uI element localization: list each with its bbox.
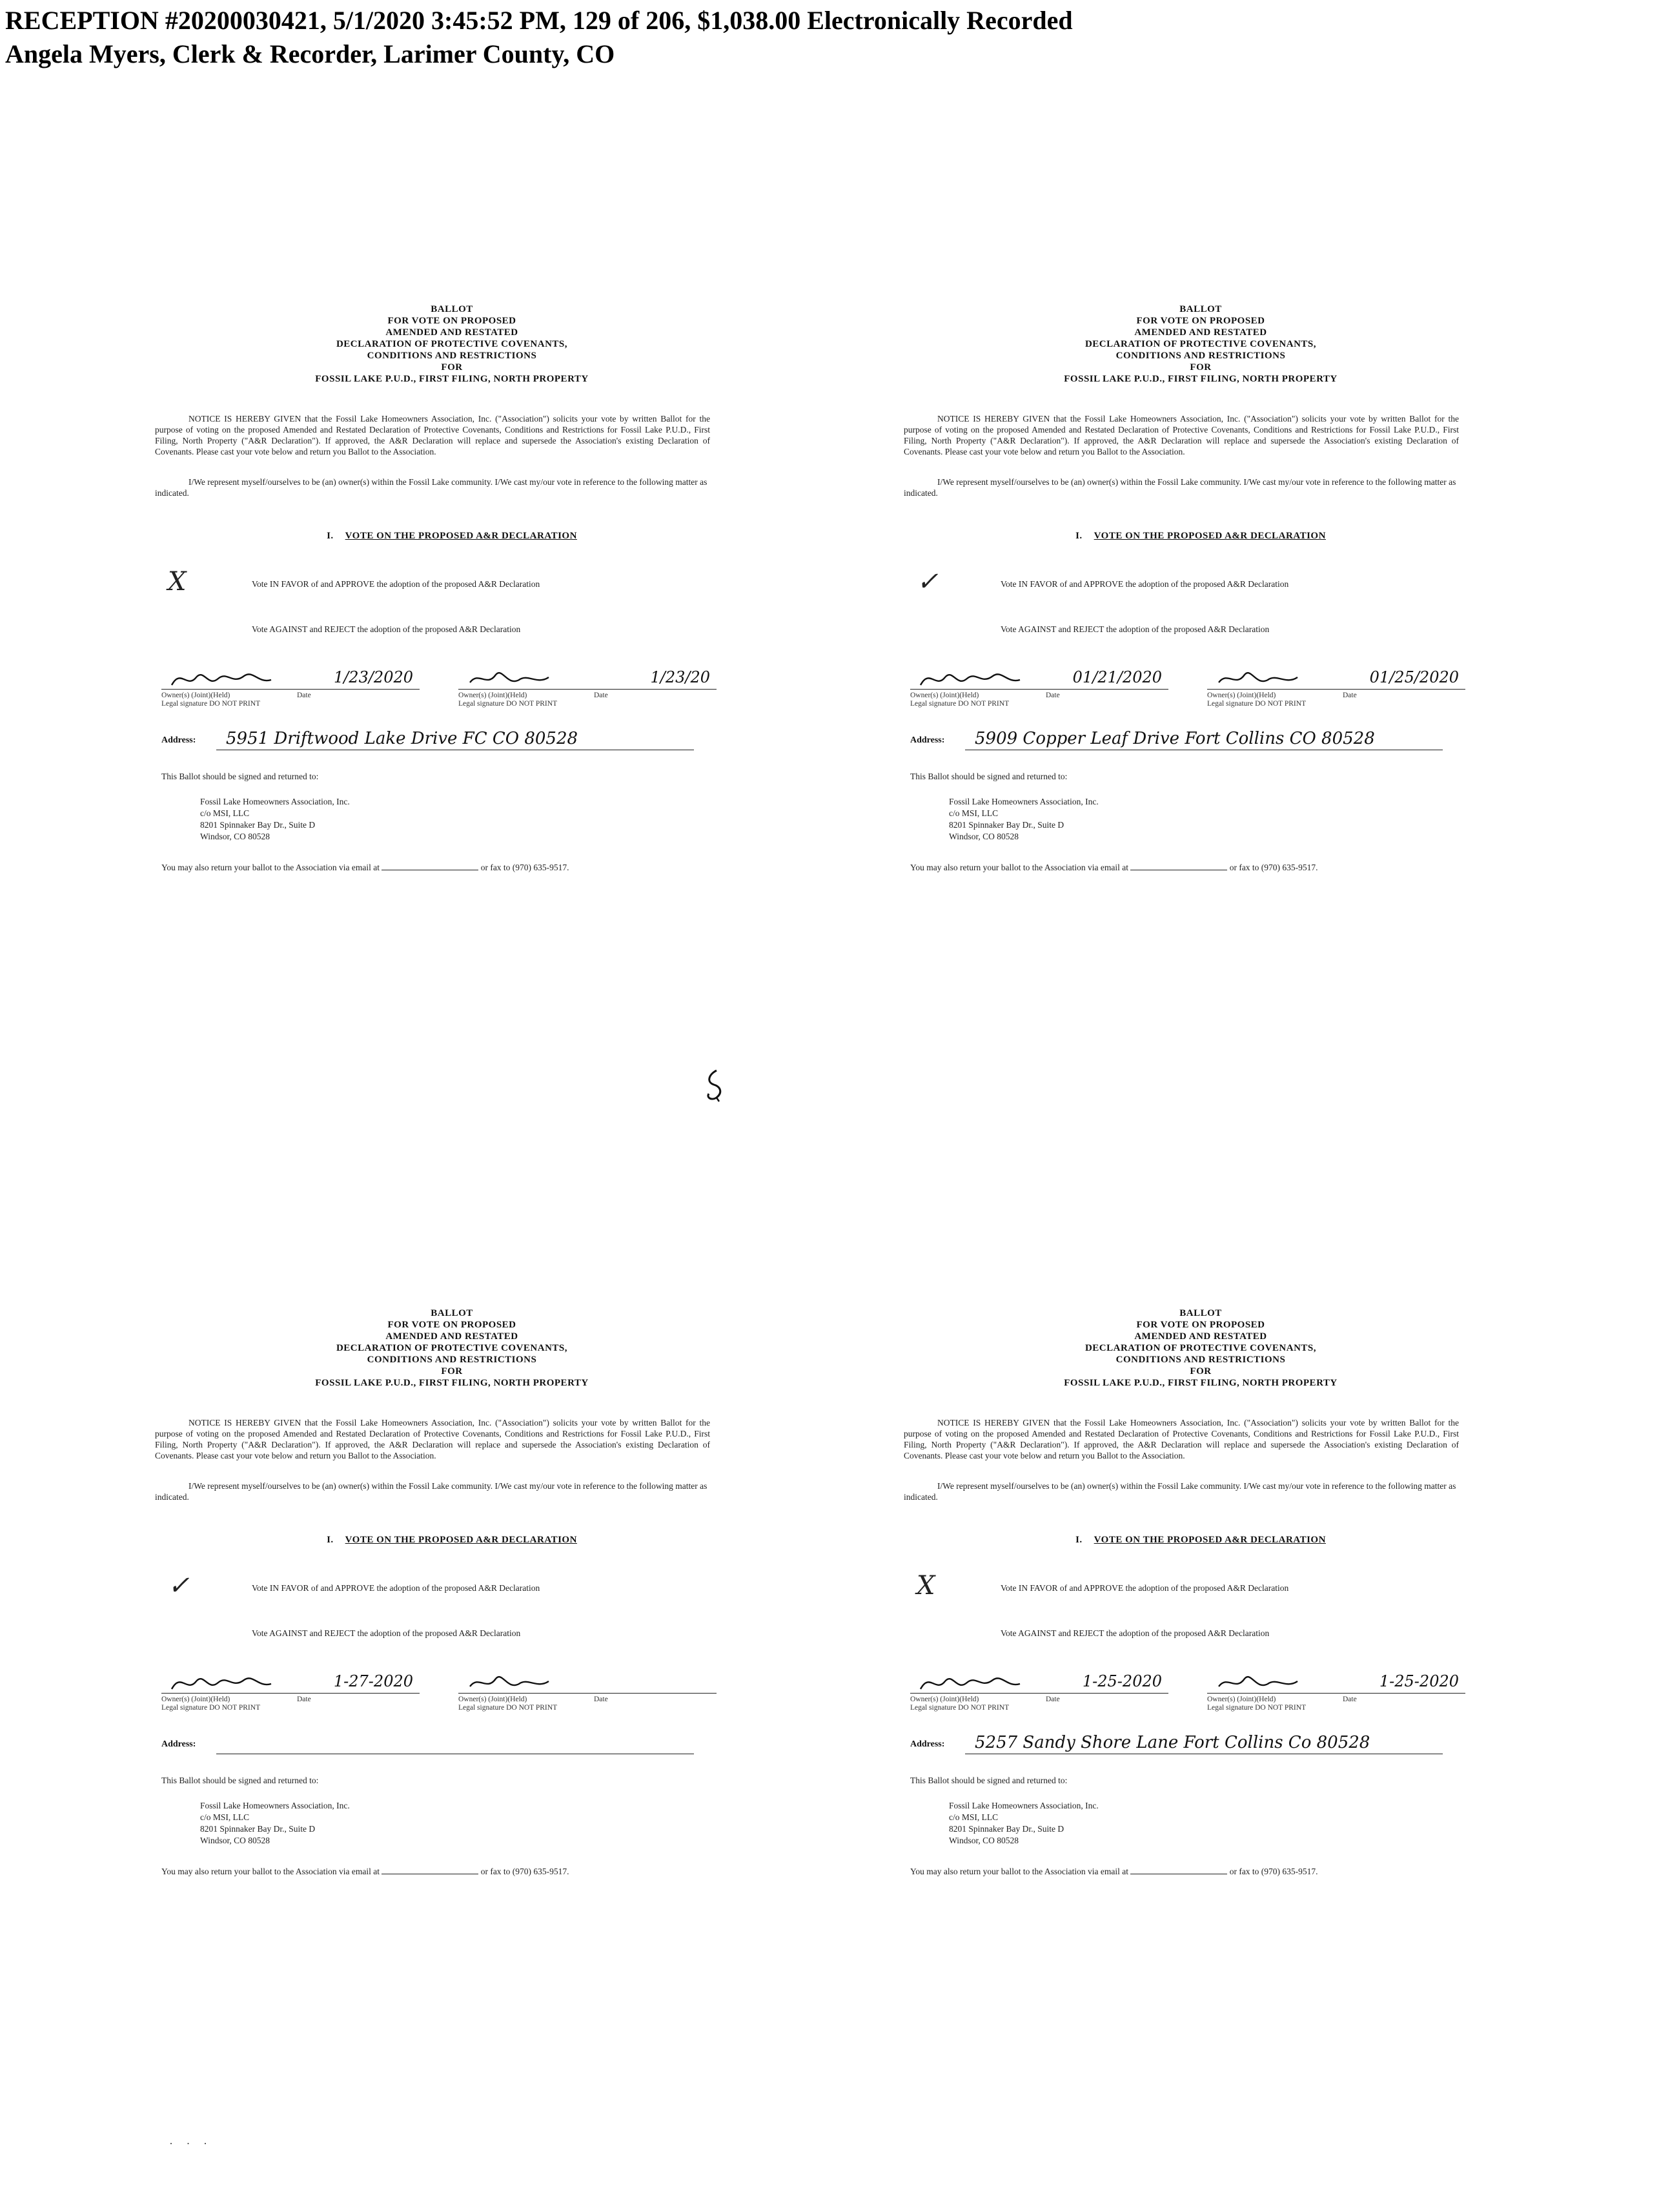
vote-against-row — [155, 1621, 749, 1646]
signature-owner-1 — [161, 666, 420, 715]
ballot-title-line: BALLOT — [431, 304, 473, 314]
caption-date: Date — [1343, 1695, 1357, 1703]
return-instructions: This Ballot should be signed and returned to: — [910, 1776, 1068, 1785]
recording-header — [5, 4, 1645, 71]
ballot-title-line: AMENDED AND RESTATED — [385, 327, 518, 338]
email-text-after: or fax to (970) 635-9517. — [1229, 863, 1318, 872]
address-label: Address: — [161, 1739, 196, 1749]
signature-date: 1-27-2020 — [333, 1672, 413, 1690]
vote-favor-row — [904, 1571, 1498, 1601]
ballot-notice: NOTICE IS HEREBY GIVEN that the Fossil Lake Homeowners Association, Inc. ("Association") solicits your vote by written Ballot for the purpose of voting on the proposed Amended and Restated Declaration of Protective Covenants, Conditions and Restrictions for Fossil Lake P.U.D., First Filing, North Property ("A&R Declaration"). If approved, the A&R Declaration will replace and supersede the Association's existing Declaration of Covenants. Please cast your vote below and return you Ballot to the Association. — [155, 1418, 710, 1460]
caption-legal: Legal signature DO NOT PRINT — [1207, 1704, 1307, 1712]
ballot-title-line: FOR — [1190, 362, 1212, 373]
ballot-1 — [155, 303, 749, 873]
vote-mark[interactable]: ✓ — [917, 567, 939, 597]
ballot-title-line: BALLOT — [1179, 304, 1222, 314]
ballot-notice: NOTICE IS HEREBY GIVEN that the Fossil Lake Homeowners Association, Inc. ("Association") solicits your vote by written Ballot for the purpose of voting on the proposed Amended and Restated Declaration of Protective Covenants, Conditions and Restrictions for Fossil Lake P.U.D., First Filing, North Property ("A&R Declaration"). If approved, the A&R Declaration will replace and supersede the Association's existing Declaration of Covenants. Please cast your vote below and return you Ballot to the Association. — [155, 414, 710, 456]
section-heading — [155, 1535, 749, 1546]
return-address-line: Windsor, CO 80528 — [949, 1836, 1019, 1845]
ballot-representation: I/We represent myself/ourselves to be (an) owner(s) within the Fossil Lake community. I/We cast my/our vote in reference to the following matter as indicated. — [155, 1481, 707, 1502]
signature-owner-2 — [1207, 666, 1465, 715]
return-address-line: Windsor, CO 80528 — [200, 1836, 270, 1845]
caption-date: Date — [594, 691, 608, 699]
caption-date: Date — [297, 691, 311, 699]
ballot-notice: NOTICE IS HEREBY GIVEN that the Fossil Lake Homeowners Association, Inc. ("Association") solicits your vote by written Ballot for the purpose of voting on the proposed Amended and Restated Declaration of Protective Covenants, Conditions and Restrictions for Fossil Lake P.U.D., First Filing, North Property ("A&R Declaration"). If approved, the A&R Declaration will replace and supersede the Association's existing Declaration of Covenants. Please cast your vote below and return you Ballot to the Association. — [904, 1418, 1459, 1460]
vote-favor-row — [155, 567, 749, 597]
address-row — [904, 1733, 1498, 1759]
return-address-line: Windsor, CO 80528 — [200, 832, 270, 841]
return-instructions: This Ballot should be signed and returned to: — [161, 772, 319, 781]
section-title: VOTE ON THE PROPOSED A&R DECLARATION — [345, 531, 577, 541]
address-value[interactable]: 5909 Copper Leaf Drive Fort Collins CO 80528 — [975, 729, 1375, 748]
vote-against-row — [904, 617, 1498, 642]
vote-mark[interactable]: X — [168, 567, 187, 597]
ballot-notice: NOTICE IS HEREBY GIVEN that the Fossil Lake Homeowners Association, Inc. ("Association") solicits your vote by written Ballot for the purpose of voting on the proposed Amended and Restated Declaration of Protective Covenants, Conditions and Restrictions for Fossil Lake P.U.D., First Filing, North Property ("A&R Declaration"). If approved, the A&R Declaration will replace and supersede the Association's existing Declaration of Covenants. Please cast your vote below and return you Ballot to the Association. — [904, 414, 1459, 456]
signature-caption — [161, 1695, 311, 1712]
caption-legal: Legal signature DO NOT PRINT — [161, 1704, 261, 1712]
ballot-title — [904, 1307, 1498, 1389]
ballot-title-line: FOR — [1190, 1366, 1212, 1377]
signature-block — [904, 1670, 1498, 1719]
return-address-line: Windsor, CO 80528 — [949, 832, 1019, 841]
caption-owner: Owner(s) (Joint)(Held) — [161, 691, 230, 699]
email-instructions — [161, 1866, 749, 1877]
address-value[interactable]: 5257 Sandy Shore Lane Fort Collins Co 80528 — [975, 1733, 1370, 1752]
return-address-line: c/o MSI, LLC — [200, 808, 250, 818]
ballot-title-line: FOSSIL LAKE P.U.D., FIRST FILING, NORTH PROPERTY — [315, 1378, 589, 1388]
return-address-line: Fossil Lake Homeowners Association, Inc. — [200, 1801, 350, 1810]
return-address-line: 8201 Spinnaker Bay Dr., Suite D — [200, 820, 316, 830]
scan-artifact: · · · — [169, 2137, 212, 2150]
address-row — [155, 729, 749, 755]
signature-line — [458, 689, 717, 690]
section-number: I. — [1075, 1535, 1083, 1545]
signature-line — [910, 689, 1168, 690]
address-value[interactable]: 5951 Driftwood Lake Drive FC CO 80528 — [226, 729, 578, 748]
signature-date: 1-25-2020 — [1082, 1672, 1162, 1690]
caption-date: Date — [297, 1695, 311, 1703]
section-title: VOTE ON THE PROPOSED A&R DECLARATION — [1094, 1535, 1326, 1545]
vote-favor-label: Vote IN FAVOR of and APPROVE the adoption of the proposed A&R Declaration — [252, 579, 540, 589]
caption-legal: Legal signature DO NOT PRINT — [458, 700, 558, 708]
signature-owner-2 — [458, 666, 717, 715]
ballot-title-line: DECLARATION OF PROTECTIVE COVENANTS, — [336, 339, 568, 349]
recording-line-1: RECEPTION #20200030421, 5/1/2020 3:45:52 PM, 129 of 206, $1,038.00 Electronically Recorded — [5, 6, 1073, 35]
vote-mark[interactable]: X — [917, 1571, 935, 1601]
signature-block — [155, 666, 749, 715]
section-heading — [904, 531, 1498, 542]
caption-legal: Legal signature DO NOT PRINT — [1207, 700, 1307, 708]
signature-line — [910, 1693, 1168, 1694]
return-address-line: c/o MSI, LLC — [200, 1812, 250, 1822]
signature-owner-1 — [161, 1670, 420, 1719]
email-text-before: You may also return your ballot to the Association via email at — [910, 863, 1128, 872]
ballot-2 — [904, 303, 1498, 873]
signature-caption — [1207, 691, 1357, 708]
caption-owner: Owner(s) (Joint)(Held) — [161, 1695, 230, 1703]
initials-mark — [697, 1065, 736, 1104]
signature-block — [904, 666, 1498, 715]
email-text-after: or fax to (970) 635-9517. — [480, 863, 569, 872]
email-text-before: You may also return your ballot to the Association via email at — [910, 1867, 1128, 1876]
ballot-title — [155, 1307, 749, 1389]
ballot-title-line: DECLARATION OF PROTECTIVE COVENANTS, — [1084, 339, 1317, 349]
section-heading — [155, 531, 749, 542]
address-label: Address: — [910, 735, 945, 745]
recording-line-2: Angela Myers, Clerk & Recorder, Larimer County, CO — [5, 39, 615, 68]
signature-owner-2 — [458, 1670, 717, 1719]
ballot-title-line: AMENDED AND RESTATED — [385, 1331, 518, 1342]
signature-date: 1-25-2020 — [1379, 1672, 1459, 1690]
ballot-title-line: FOR VOTE ON PROPOSED — [1136, 1320, 1265, 1330]
ballot-representation: I/We represent myself/ourselves to be (an) owner(s) within the Fossil Lake community. I/We cast my/our vote in reference to the following matter as indicated. — [904, 1481, 1456, 1502]
signature-block — [155, 1670, 749, 1719]
vote-against-label: Vote AGAINST and REJECT the adoption of the proposed A&R Declaration — [252, 624, 521, 634]
vote-favor-row — [904, 567, 1498, 597]
ballot-title-line: FOSSIL LAKE P.U.D., FIRST FILING, NORTH PROPERTY — [1064, 374, 1338, 384]
return-address-line: c/o MSI, LLC — [949, 808, 999, 818]
return-address — [949, 1800, 1498, 1847]
ballot-title-line: CONDITIONS AND RESTRICTIONS — [1115, 351, 1286, 361]
return-address-line: c/o MSI, LLC — [949, 1812, 999, 1822]
signature-caption — [161, 691, 311, 708]
vote-favor-label: Vote IN FAVOR of and APPROVE the adoption of the proposed A&R Declaration — [1001, 579, 1289, 589]
ballot-title-line: DECLARATION OF PROTECTIVE COVENANTS, — [336, 1343, 568, 1353]
vote-against-mark[interactable] — [917, 614, 968, 640]
ballot-title-line: FOR — [441, 362, 463, 373]
ballot-representation: I/We represent myself/ourselves to be (an) owner(s) within the Fossil Lake community. I/We cast my/our vote in reference to the following matter as indicated. — [904, 477, 1456, 498]
signature-owner-2 — [1207, 1670, 1465, 1719]
caption-owner: Owner(s) (Joint)(Held) — [910, 1695, 979, 1703]
signature-line — [161, 1693, 420, 1694]
return-address-line: Fossil Lake Homeowners Association, Inc. — [949, 1801, 1099, 1810]
signature-date: 1/23/20 — [650, 668, 710, 686]
ballot-title-line: FOR VOTE ON PROPOSED — [387, 1320, 516, 1330]
vote-favor-label: Vote IN FAVOR of and APPROVE the adoption of the proposed A&R Declaration — [1001, 1583, 1289, 1593]
vote-favor-label: Vote IN FAVOR of and APPROVE the adoption of the proposed A&R Declaration — [252, 1583, 540, 1593]
vote-against-mark[interactable] — [168, 614, 219, 640]
caption-date: Date — [1046, 1695, 1060, 1703]
section-number: I. — [327, 531, 334, 541]
signature-date: 01/25/2020 — [1369, 668, 1459, 686]
ballot-representation: I/We represent myself/ourselves to be (an) owner(s) within the Fossil Lake community. I/We cast my/our vote in reference to the following matter as indicated. — [155, 477, 707, 498]
vote-against-label: Vote AGAINST and REJECT the adoption of the proposed A&R Declaration — [1001, 624, 1270, 634]
address-label: Address: — [161, 735, 196, 745]
signature-owner-1 — [910, 1670, 1168, 1719]
ballot-title-line: CONDITIONS AND RESTRICTIONS — [367, 1355, 537, 1365]
caption-legal: Legal signature DO NOT PRINT — [458, 1704, 558, 1712]
signature-date: 01/21/2020 — [1072, 668, 1162, 686]
ballot-title-line: FOR VOTE ON PROPOSED — [1136, 316, 1265, 326]
email-instructions — [910, 1866, 1498, 1877]
caption-date: Date — [1046, 691, 1060, 699]
section-title: VOTE ON THE PROPOSED A&R DECLARATION — [345, 1535, 577, 1545]
return-address-line: Fossil Lake Homeowners Association, Inc. — [949, 797, 1099, 806]
vote-favor-row — [155, 1571, 749, 1601]
caption-date: Date — [594, 1695, 608, 1703]
ballot-title — [155, 303, 749, 385]
ballot-title-line: AMENDED AND RESTATED — [1134, 1331, 1267, 1342]
signature-owner-1 — [910, 666, 1168, 715]
ballot-title — [904, 303, 1498, 385]
return-address-line: Fossil Lake Homeowners Association, Inc. — [200, 797, 350, 806]
caption-legal: Legal signature DO NOT PRINT — [910, 1704, 1010, 1712]
signature-line — [458, 1693, 717, 1694]
ballot-title-line: AMENDED AND RESTATED — [1134, 327, 1267, 338]
section-title: VOTE ON THE PROPOSED A&R DECLARATION — [1094, 531, 1326, 541]
return-instructions: This Ballot should be signed and returned to: — [910, 772, 1068, 781]
signature-caption — [1207, 1695, 1357, 1712]
address-label: Address: — [910, 1739, 945, 1749]
caption-legal: Legal signature DO NOT PRINT — [161, 700, 261, 708]
signature-caption — [458, 1695, 608, 1712]
ballot-title-line: CONDITIONS AND RESTRICTIONS — [1115, 1355, 1286, 1365]
ballot-title-line: BALLOT — [1179, 1308, 1222, 1318]
ballot-3 — [155, 1307, 749, 1877]
handwritten-signature — [465, 1670, 710, 1695]
return-address — [200, 796, 749, 843]
vote-against-mark[interactable] — [168, 1618, 219, 1644]
ballot-title-line: FOR VOTE ON PROPOSED — [387, 316, 516, 326]
return-address — [949, 796, 1498, 843]
signature-caption — [458, 691, 608, 708]
email-text-before: You may also return your ballot to the Association via email at — [161, 1867, 380, 1876]
email-instructions — [910, 862, 1498, 873]
signature-line — [161, 689, 420, 690]
return-instructions: This Ballot should be signed and returned to: — [161, 1776, 319, 1785]
signature-line — [1207, 689, 1465, 690]
ballot-4 — [904, 1307, 1498, 1877]
ballot-title-line: FOSSIL LAKE P.U.D., FIRST FILING, NORTH PROPERTY — [315, 374, 589, 384]
vote-against-mark[interactable] — [917, 1618, 968, 1644]
email-text-after: or fax to (970) 635-9517. — [1229, 1867, 1318, 1876]
signature-caption — [910, 1695, 1060, 1712]
section-number: I. — [1075, 531, 1083, 541]
vote-against-label: Vote AGAINST and REJECT the adoption of the proposed A&R Declaration — [1001, 1628, 1270, 1638]
return-address-line: 8201 Spinnaker Bay Dr., Suite D — [949, 1824, 1064, 1834]
section-number: I. — [327, 1535, 334, 1545]
caption-date: Date — [1343, 691, 1357, 699]
return-address-line: 8201 Spinnaker Bay Dr., Suite D — [949, 820, 1064, 830]
vote-against-row — [155, 617, 749, 642]
caption-owner: Owner(s) (Joint)(Held) — [458, 1695, 527, 1703]
address-row — [904, 729, 1498, 755]
signature-line — [1207, 1693, 1465, 1694]
email-instructions — [161, 862, 749, 873]
vote-against-row — [904, 1621, 1498, 1646]
section-heading — [904, 1535, 1498, 1546]
signature-caption — [910, 691, 1060, 708]
address-row — [155, 1733, 749, 1759]
ballot-title-line: CONDITIONS AND RESTRICTIONS — [367, 351, 537, 361]
email-text-before: You may also return your ballot to the Association via email at — [161, 863, 380, 872]
caption-owner: Owner(s) (Joint)(Held) — [1207, 1695, 1276, 1703]
caption-owner: Owner(s) (Joint)(Held) — [910, 691, 979, 699]
caption-owner: Owner(s) (Joint)(Held) — [1207, 691, 1276, 699]
caption-legal: Legal signature DO NOT PRINT — [910, 700, 1010, 708]
ballot-title-line: FOR — [441, 1366, 463, 1377]
vote-mark[interactable]: ✓ — [168, 1571, 190, 1601]
ballot-title-line: DECLARATION OF PROTECTIVE COVENANTS, — [1084, 1343, 1317, 1353]
caption-owner: Owner(s) (Joint)(Held) — [458, 691, 527, 699]
ballot-title-line: FOSSIL LAKE P.U.D., FIRST FILING, NORTH PROPERTY — [1064, 1378, 1338, 1388]
ballot-title-line: BALLOT — [431, 1308, 473, 1318]
email-text-after: or fax to (970) 635-9517. — [480, 1867, 569, 1876]
vote-against-label: Vote AGAINST and REJECT the adoption of the proposed A&R Declaration — [252, 1628, 521, 1638]
return-address — [200, 1800, 749, 1847]
signature-date: 1/23/2020 — [333, 668, 413, 686]
return-address-line: 8201 Spinnaker Bay Dr., Suite D — [200, 1824, 316, 1834]
